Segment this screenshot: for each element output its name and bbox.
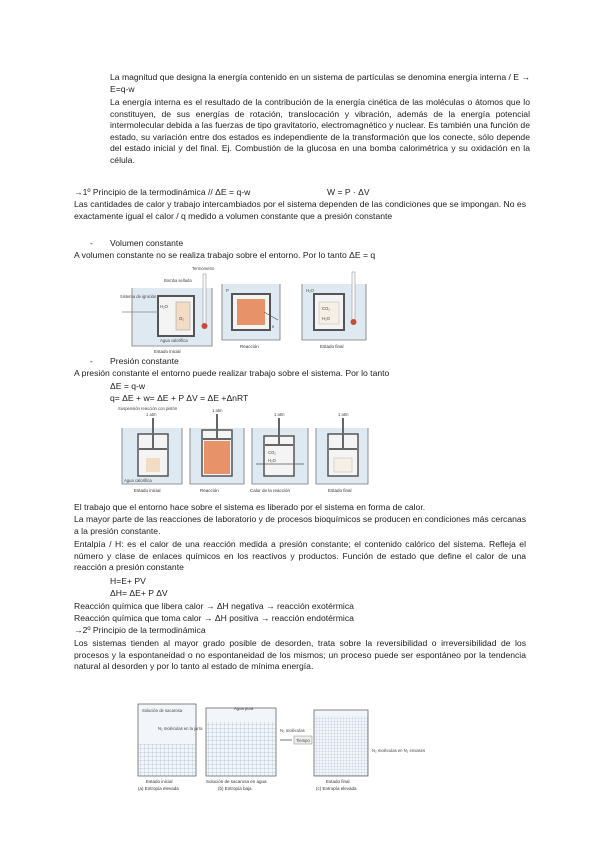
fig3-panel-c [314, 710, 425, 791]
bullet-pressure [90, 356, 179, 368]
equation-1: ΔE = q-w [110, 381, 146, 391]
fig3-caption-b: (b) Entropía baja [218, 786, 252, 791]
second-law-heading: →2º Principio de la termodinámica [74, 625, 206, 635]
fig1-label-o2: O₂ [179, 316, 184, 321]
pressure-text: A presión constante el entorno puede realizar trabajo sobre el sistema. Por lo tanto [74, 368, 390, 378]
fig2-label-agua: Agua calorífica [124, 478, 152, 483]
bullet-pressure-label: Presión constante [110, 356, 179, 366]
fig3-label-mol-final: N₂ moléculas en N₂ envases [372, 748, 426, 753]
figure-constant-pressure [116, 404, 388, 496]
fig1-label-agua: Agua calorífica [160, 338, 188, 343]
figure-entropy [136, 700, 426, 792]
fig1-label-bomba: Bomba sellada [164, 278, 192, 283]
fig3-panel-a [138, 704, 203, 791]
fig2-label-atm-2: 1 atm [212, 408, 223, 413]
fig2-label-co2: CO₂ [268, 450, 276, 455]
first-law-heading-row [74, 187, 526, 199]
fig1-label-p: P [226, 288, 229, 293]
fig2-caption-final: Estado final [328, 488, 352, 493]
fig1-caption-initial: Estado inicial [154, 349, 181, 354]
fig1-label-h2o-final: H₂O [306, 288, 314, 293]
fig2-panel-reaction [190, 408, 244, 493]
fig1-caption-final: Estado final [320, 344, 344, 349]
exothermic-line: Reacción química que libera calor → ΔH negativa → reacción exotérmica [74, 601, 354, 611]
fig2-panel-initial [118, 406, 182, 493]
fig1-caption-reaction: Reacción [240, 344, 259, 349]
equation-2: q= ΔE + w= ΔE + P ΔV = ΔE +ΔnRT [110, 393, 249, 403]
fig2-label-atm-1: 1 atm [146, 412, 157, 417]
fig3-caption-c-state: Estado final [326, 779, 350, 784]
bullet-dash: - [90, 356, 93, 366]
fig2-label-atm-4: 1 atm [338, 412, 349, 417]
fig2-panel-heat [250, 412, 308, 493]
fig2-label-h2o: H₂O [268, 458, 276, 463]
fig2-panel-final [316, 412, 368, 493]
work-formula: W = P · ΔV [327, 187, 370, 197]
fig1-label-co2: CO₂ [322, 306, 330, 311]
lab-paragraph: La mayor parte de las reacciones de laboratorio y de procesos bioquímicos se producen en condiciones más cercanas a la presión constante. [74, 514, 526, 536]
work-paragraph: El trabajo que el entorno hace sobre el sistema es liberado por el sistema en forma de calor. [74, 502, 426, 512]
fig1-label-termometro: Termómetro [192, 266, 215, 271]
fig2-caption-reaction: Reacción [200, 488, 219, 493]
fig3-caption-a: (a) Entropía elevada [138, 786, 179, 791]
fig1-panel-initial [120, 266, 215, 354]
fig2-caption-heat: Calor de la reacción [250, 488, 291, 493]
enthalpy-paragraph: Entalpía / H: es el calor de una reacción medida a presión constante; el contenido calórico del sistema. Refleja el número y clase de enlaces químicos en los reactivos y productos. Función de estado que define el calor de una reacción a presión constante [74, 539, 526, 572]
fig3-label-solucion: Solución de sacarosa [142, 708, 183, 713]
volume-text: A volumen constante no se realiza trabajo sobre el entorno. Por lo tanto ΔE = q [74, 250, 376, 260]
figure-constant-volume [118, 262, 380, 354]
equation-3: H=E+ PV [110, 576, 146, 586]
fig2-label-atm-3: 1 atm [274, 412, 285, 417]
fig2-caption-initial: Estado inicial [134, 488, 161, 493]
endothermic-line: Reacción química que toma calor → ΔH positiva → reacción endotérmica [74, 613, 354, 623]
intro-paragraph-2: La energía interna es el resultado de la contribución de la energía cinética de las moléculas o átomos que lo constituyen, de sus energías de rotación, translocación y vibración, además de la energía potencial intermolecular debida a las fuerzas de tipo gravitatorio, electromagnético y nuclear. Es también una función de estado, su variación entre dos estados es independiente de la transformación que los conecte, sólo depende del estado inicial y del final. Ej. Combustión de la glucosa en una bomba calorimétrica y su oxidación en la célula. [110, 97, 530, 165]
first-law-heading: →1º Principio de la termodinámica // ΔE = q-w [74, 187, 251, 197]
bullet-volume [90, 238, 183, 250]
fig1-label-h2o: H₂O [160, 304, 168, 309]
fig3-label-n2: N₂ moléculas [280, 728, 305, 733]
fig3-caption-c: (c) Entropía elevada [316, 786, 357, 791]
fig1-panel-reaction [222, 284, 280, 349]
fig3-label-agua: Agua pura [234, 706, 254, 711]
fig1-panel-final [302, 272, 366, 349]
fig3-caption-b-state: Solución de sacarosa en agua [206, 779, 267, 784]
fig1-label-e: e [272, 324, 275, 329]
fig3-arrows [280, 728, 312, 744]
intro-paragraph-1: La magnitud que designa la energía contenido en un sistema de partículas se denomina energía interna / E → E=q-w [110, 72, 530, 94]
fig2-label-suspension: Suspensión reacción con pistón [118, 406, 178, 411]
equation-4: ΔH= ΔE+ P ΔV [110, 588, 168, 598]
fig3-panel-b [206, 706, 276, 791]
fig3-label-moleculas: N₂ moléculas en la jarra [158, 726, 203, 731]
fig3-label-tiempo: Tiempo [296, 738, 310, 743]
bullet-dash: - [90, 238, 93, 248]
fig1-label-sistema: Sistema de ignición [120, 294, 157, 299]
bullet-volume-label: Volumen constante [110, 238, 184, 248]
first-law-paragraph: Las cantidades de calor y trabajo intercambiados por el sistema dependen de las condiciones que se impongan. No es exactamente igual el calor / q medido a volumen constante que a presión constante [74, 199, 526, 221]
second-law-paragraph: Los sistemas tienden al mayor grado posible de desorden, trata sobre la reversibilidad o irreversibilidad de los procesos y la espontaneidad o no espontaneidad de los mismos; un proceso puede ser espontáneo por la tendencia natural al desorden y por lo tanto al estado de mínima energía. [74, 638, 526, 671]
fig1-label-h2o-inner: H₂O [322, 316, 330, 321]
fig3-caption-a-state: Estado inicial [146, 779, 173, 784]
